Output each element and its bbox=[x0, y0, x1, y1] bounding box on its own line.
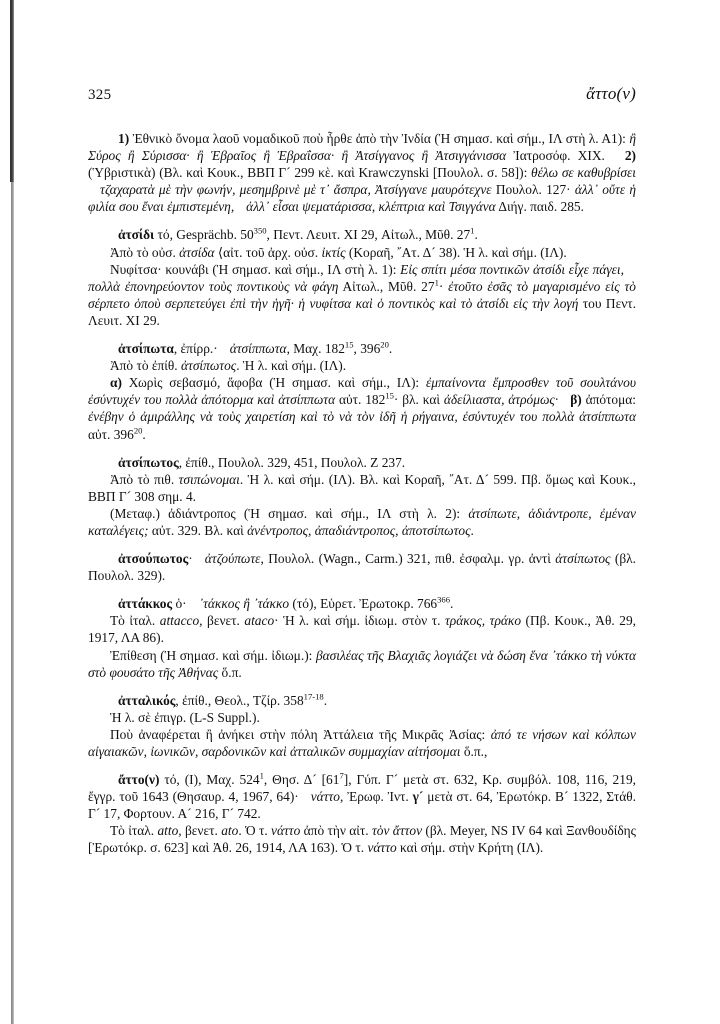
text-run: , Ἐρωφ. Ἰντ. bbox=[340, 789, 413, 805]
dictionary-entry bbox=[88, 130, 636, 215]
text-run: Ἡ λ. σὲ ἐπιγρ. (L-S Suppl.). bbox=[110, 709, 260, 725]
superscript-reference: 7 bbox=[339, 770, 344, 781]
italic-citation: ἐνέβην ὁ ἀμιράλλης νὰ τοὺς χαιρετίση καὶ τὸ νὰ τὸν ἰδῆ ἡ ρήγαινα, ἐσύντυχέν του πολλὰ ἀτσίππωτα bbox=[88, 409, 636, 425]
text-run: . bbox=[323, 692, 328, 708]
text-run: Πουλολ. 127· bbox=[491, 182, 575, 198]
entry-headword-line bbox=[88, 340, 636, 357]
text-run: · Ἡ λ. καὶ σήμ. ἰδιωμ. στὸν τ. bbox=[274, 613, 445, 629]
text-run: . bbox=[470, 522, 474, 538]
text-run: αὐτ. 329. Βλ. καὶ bbox=[148, 522, 248, 538]
text-run: Τὸ ἰταλ. bbox=[110, 823, 158, 839]
italic-citation: τράκος, τράκο bbox=[444, 613, 522, 629]
text-run: Διήγ. παιδ. 285. bbox=[495, 199, 584, 215]
superscript-reference: 366 bbox=[437, 594, 450, 605]
text-run: · βλ. καὶ bbox=[393, 392, 444, 408]
italic-citation: atto, bbox=[157, 823, 182, 839]
entry-paragraph bbox=[88, 374, 636, 442]
superscript-reference: 20 bbox=[380, 339, 389, 350]
dictionary-entry bbox=[88, 454, 636, 539]
text-run: (Κοραῆ, ῎Ατ. Δ´ 38). Ἡ λ. καὶ σήμ. (ΙΛ). bbox=[345, 244, 567, 260]
bold-run: γ´ bbox=[412, 789, 424, 805]
superscript-reference: 17-18 bbox=[303, 691, 324, 702]
bold-run: β) bbox=[570, 392, 582, 408]
italic-citation: ἀτζούπωτε bbox=[204, 551, 261, 567]
superscript-reference: 20 bbox=[133, 425, 143, 436]
text-run: , Θησ. Δ´ [61 bbox=[263, 772, 340, 788]
text-run: (Πβ. Κουκ., Ἀθ. 29, 1917, ΛΑ 86). bbox=[88, 613, 636, 646]
italic-citation: ato bbox=[221, 823, 239, 839]
italic-citation: ἢ Σύρος ἢ Σύρισσα· ἢ Ἑβραῖος ἢ Ἑβραΐσσα· ἢ Ἀτσίγγανος ἢ Ἀτσιγγάνισσα bbox=[88, 131, 636, 164]
page-number: 325 bbox=[88, 87, 112, 103]
bold-run: 2) bbox=[624, 148, 637, 164]
text-run: , ἐπίθ., Πουλολ. 329, 451, Πουλολ. Ζ 237. bbox=[178, 454, 406, 470]
superscript-reference: 15 bbox=[344, 339, 354, 350]
italic-citation: νάττο bbox=[310, 789, 340, 805]
italic-citation: ἀπό τε νήσων καὶ κόλπων αἰγαιακῶν, ἰωνικῶν, σαρδονικῶν καὶ ἀτταλικῶν συμμαχίαν αἰτήσομαι bbox=[88, 726, 636, 759]
text-run: (Ὑβριστικὰ) (Βλ. καὶ Κουκ., ΒΒΠ Γ´ 299 κὲ. καὶ Krawczynski [Πουλολ. σ. 58]): bbox=[88, 165, 532, 181]
superscript-reference: 1 bbox=[470, 226, 475, 236]
superscript-reference: 350 bbox=[253, 226, 267, 236]
superscript-reference: 15 bbox=[385, 390, 394, 401]
italic-citation: attacco, bbox=[159, 613, 203, 629]
superscript-reference: 1 bbox=[259, 770, 264, 781]
entry-headword-line bbox=[88, 692, 636, 709]
italic-citation: ἀλλ᾽ εἶσαι ψεματάρισσα, κλέπτρια καὶ Τσιγγάνα bbox=[246, 199, 496, 215]
entry-paragraph bbox=[88, 505, 636, 539]
bold-run: 1) bbox=[118, 131, 130, 146]
text-run: . Ἡ λ. καὶ σήμ. (ΙΛ). Βλ. καὶ Κοραῆ, ῎Ατ. Δ´ 599. Πβ. ὅμως καὶ Κουκ., ΒΒΠ Γ´ 308 σημ. 4. bbox=[88, 471, 637, 504]
italic-citation: βασιλέας τῆς Βλαχιᾶς λογιάζει νὰ δώση ἕνα ᾽τάκκο τὴ νύκτα στὸ φουσάτο τῆς Ἀθήνας bbox=[88, 647, 636, 680]
scan-gutter-edge-upper bbox=[10, 0, 14, 182]
text-run: , Πεντ. Λευιτ. XI 29, Αἰτωλ., Μῦθ. 27 bbox=[266, 227, 471, 243]
entry-headword-line bbox=[88, 454, 636, 471]
text-run: · bbox=[188, 551, 193, 567]
dictionary-entry bbox=[88, 692, 636, 760]
text-run: ⟨αἰτ. τοῦ ἀρχ. οὐσ. bbox=[214, 244, 322, 260]
text-run: (τό), Εὑρετ. Ἐρωτοκρ. 766 bbox=[289, 596, 438, 612]
dictionary-entry bbox=[88, 771, 636, 856]
superscript-reference: 1 bbox=[434, 277, 439, 288]
italic-citation: ἀτσίδα bbox=[179, 244, 215, 260]
text-run: , Πουλολ. (Wagn., Carm.) 321, πιθ. ἐσφαλμ. γρ. ἀντὶ bbox=[260, 551, 556, 567]
text-run: ἀπότομα: bbox=[581, 392, 637, 408]
text-run: τό, (Ι), Μαχ. 524 bbox=[159, 772, 260, 788]
text-run: ὅ.π., bbox=[460, 744, 488, 759]
entry-headword-line bbox=[88, 550, 636, 584]
text-run: Νυφίτσα· κουνάβι (Ἡ σημασ. καὶ σήμ., ΙΛ στὴ λ. 1): bbox=[110, 261, 401, 277]
entry-paragraph bbox=[88, 357, 636, 374]
text-run: καὶ σήμ. στὴν Κρήτη (ΙΛ). bbox=[396, 840, 544, 856]
text-run: τό, Gesprächb. 50 bbox=[154, 227, 254, 243]
text-run: . bbox=[474, 227, 478, 243]
italic-citation: ἀτσίπωτε, ἀδιάντροπε, ἐμέναν καταλέγεις; bbox=[88, 505, 636, 538]
italic-citation: ἀτσίππωτα bbox=[229, 341, 287, 357]
text-run: ὁ· bbox=[172, 596, 187, 612]
text-run: βενετ. bbox=[202, 613, 245, 629]
text-run: του Πεντ. Λευιτ. XI 29. bbox=[88, 295, 636, 328]
italic-citation: Εἰς σπίτι μέσα ποντικῶν ἀτσίδι εἶχε πάγει, bbox=[400, 261, 624, 277]
entry-paragraph bbox=[88, 647, 636, 681]
entry-headword-line bbox=[88, 771, 636, 822]
text-run: , Μαχ. 182 bbox=[286, 341, 345, 357]
text-run: Τὸ ἰταλ. bbox=[110, 613, 160, 629]
text-run: Ἰατροσόφ. XIX. bbox=[506, 148, 605, 164]
entry-paragraph bbox=[88, 261, 636, 329]
entry-list bbox=[88, 130, 636, 857]
italic-citation: ἐτοῦτο ἐσᾶς τὸ μαγαρισμένο εἰς τὸ σέρπετο ὁποὺ σερπετεύγει ἐπὶ τὴν ἡγῆ· ἡ νυφίτσα καὶ ὁ ποντικὸς καὶ τὸ ἀτσίδι εἰς τὴν λογή bbox=[88, 278, 636, 311]
text-run: ὅ.π. bbox=[218, 664, 242, 680]
text-run: . bbox=[142, 426, 146, 442]
text-run: ], Γύπ. Γ´ μετὰ στ. 632, Κρ. συμβόλ. 108, 116, 219, ἔγγρ. τοῦ 1643 (Θησαυρ. 4, 1967, 64)· bbox=[88, 772, 636, 805]
text-run: ἀπὸ τὴν αἰτ. bbox=[300, 823, 372, 839]
text-run: μετὰ στ. 64, Ἐρωτόκρ. Β´ 1322, Στάθ. Γ´ 17, Φορτουν. Α´ 216, Γ´ 742. bbox=[88, 789, 636, 822]
text-run: . Ἡ λ. καὶ σήμ. (ΙΛ). bbox=[236, 358, 347, 374]
page-content bbox=[88, 84, 636, 857]
entry-headword-line bbox=[88, 226, 636, 243]
entry-paragraph bbox=[88, 822, 636, 856]
dictionary-entry bbox=[88, 595, 636, 680]
italic-citation: ᾽τάκκος ἢ ᾽τάκκο bbox=[198, 596, 290, 612]
bold-run: ἄττο(ν) bbox=[118, 772, 160, 788]
text-run: , 396 bbox=[353, 341, 381, 357]
text-run: Ἐθνικὸ ὄνομα λαοῦ νομαδικοῦ ποὺ ἦρθε ἀπὸ τὴν Ἰνδία (Ἡ σημασ. καὶ σήμ., ΙΛ στὴ λ. Α1): bbox=[132, 131, 630, 146]
text-run: (βλ. Πουλολ. 329). bbox=[88, 551, 637, 584]
dictionary-entry bbox=[88, 550, 636, 584]
running-head bbox=[88, 84, 636, 104]
italic-citation: τσιπώνομαι bbox=[178, 471, 240, 487]
italic-citation: ἐμπαίνοντα ἔμπροσθεν τοῦ σουλτάνου ἐσύντυχέν του πολλὰ ἀπότορμα καὶ ἀτσίππωτα bbox=[88, 375, 636, 408]
bold-run: ἀτσούπωτος bbox=[118, 551, 189, 567]
dictionary-entry bbox=[88, 340, 636, 443]
text-run: (βλ. Meyer, NS IV 64 καὶ Ξανθουδίδης [Ἐρωτόκρ. σ. 623] καὶ Ἀθ. 26, 1914, ΛΑ 163). Ὁ τ. bbox=[88, 823, 636, 856]
bold-run: ἀτσίδι bbox=[118, 227, 155, 243]
entry-paragraph bbox=[88, 612, 636, 646]
entry-paragraph bbox=[88, 244, 636, 261]
italic-citation: ἀλλ᾽ οὔτε ἡ φιλία σου ἔναι ἐμπιστεμένη, bbox=[88, 182, 636, 215]
text-run: βενετ. bbox=[181, 823, 222, 839]
italic-citation: ἀνέντροπος, ἀπαδιάντροπος, ἀποτσίπωτος bbox=[247, 522, 471, 538]
entry-headword-line bbox=[88, 595, 636, 612]
text-run: αὐτ. 396 bbox=[88, 426, 134, 442]
italic-citation: τζαχαρατὰ μὲ τὴν φωνήν, μεσημβρινὲ μὲ τ᾽ ἄσπρα, Ἀτσίγγανε μαυρότεχνε bbox=[100, 182, 492, 198]
entry-paragraph bbox=[88, 726, 636, 760]
bold-run: α) bbox=[110, 375, 122, 391]
text-run: Ἀπὸ τὸ πιθ. bbox=[110, 471, 179, 487]
entry-headword-line bbox=[88, 130, 636, 215]
text-run: Ποὺ ἀναφέρεται ἢ ἀνήκει στὴν πόλη Ἀττάλεια τῆς Μικρᾶς Ἀσίας: bbox=[110, 726, 491, 742]
bold-run: ἀτσίπωτα bbox=[118, 341, 174, 357]
text-run: , ἐπίθ., Θεολ., Τζίρ. 358 bbox=[175, 692, 304, 708]
bold-run: ἀττάκκος bbox=[118, 596, 173, 612]
italic-citation: ἀδείλιαστα, ἀτρόμως· bbox=[443, 392, 559, 408]
text-run: · bbox=[438, 278, 449, 294]
text-run: Ἐπίθεση (Ἡ σημασ. καὶ σήμ. ἰδιωμ.): bbox=[110, 647, 316, 663]
italic-citation: τὸν ἄττον bbox=[372, 823, 423, 839]
italic-citation: νάττο bbox=[367, 840, 397, 856]
text-run: Ἀπὸ τὸ ἐπίθ. bbox=[110, 358, 181, 374]
text-run: (Μεταφ.) ἀδιάντροπος (Ἡ σημασ. καὶ σήμ., ΙΛ στὴ λ. 2): bbox=[110, 505, 469, 521]
bold-run: ἀτταλικός bbox=[118, 692, 176, 708]
text-run: Αἰτωλ., Μῦθ. 27 bbox=[338, 278, 435, 294]
dictionary-entry bbox=[88, 226, 636, 329]
italic-citation: ἀτσίπωτος bbox=[181, 358, 237, 374]
italic-citation: θέλω σε καθυβρίσει bbox=[531, 165, 636, 181]
text-run: . bbox=[388, 341, 393, 357]
text-run: . bbox=[450, 596, 454, 612]
text-run: . Ὁ τ. bbox=[238, 823, 272, 839]
text-run: , ἐπίρρ.· bbox=[173, 341, 218, 357]
italic-citation: ἰκτίς bbox=[321, 244, 346, 260]
entry-paragraph bbox=[88, 471, 636, 505]
text-run: αὐτ. 182 bbox=[335, 392, 386, 408]
italic-citation: ἀτσίπωτος bbox=[555, 551, 611, 567]
text-run: Ἀπὸ τὸ οὐσ. bbox=[110, 244, 180, 260]
bold-run: ἀτσίπωτος bbox=[118, 454, 179, 470]
text-run: Χωρὶς σεβασμό, ἄφοβα (Ἡ σημασ. καὶ σήμ., ΙΛ): bbox=[121, 375, 426, 391]
scan-gutter-edge-lower bbox=[11, 182, 14, 1024]
italic-citation: νάττο bbox=[271, 823, 301, 839]
italic-citation: ataco bbox=[244, 613, 275, 629]
italic-citation: πολλὰ ἐπονηρεύοντον τοὺς ποντικοὺς νὰ φάγη bbox=[88, 278, 339, 294]
entry-paragraph bbox=[88, 709, 636, 726]
running-headword: ἄττο(ν) bbox=[586, 84, 636, 103]
